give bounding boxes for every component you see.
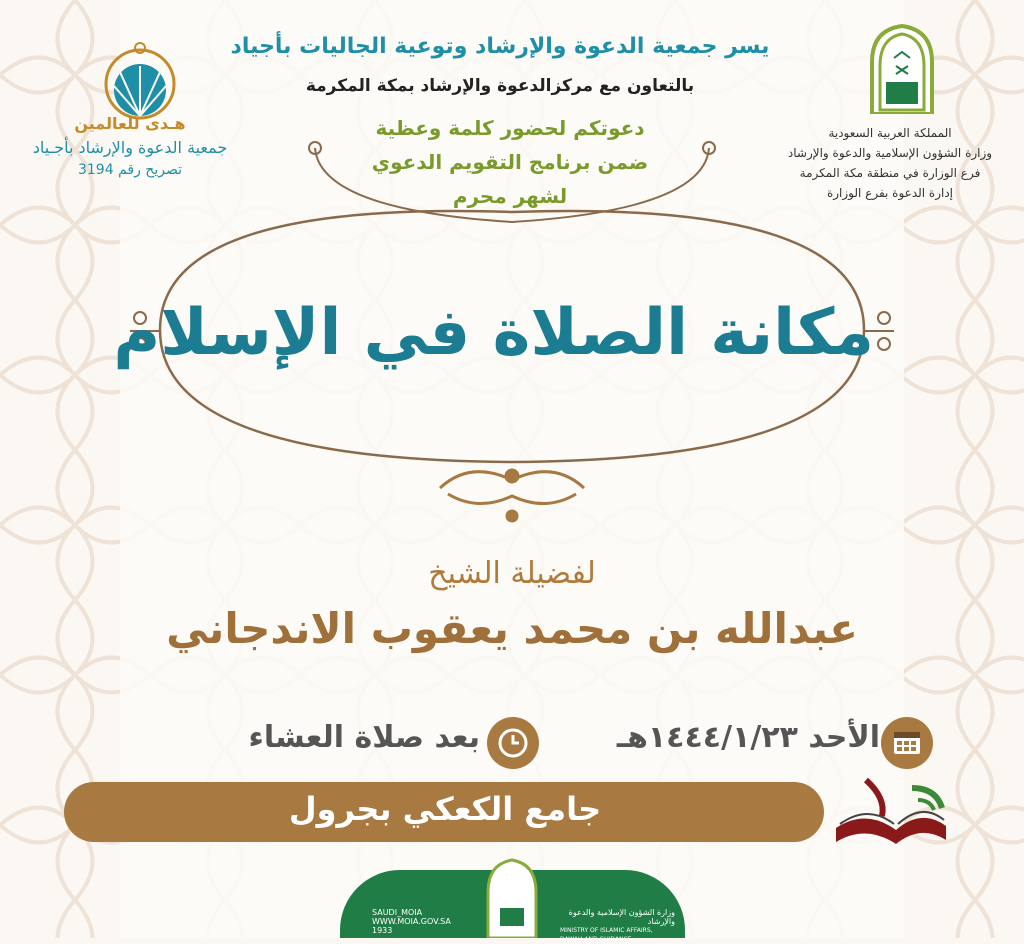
header-line-1: يسر جمعية الدعوة والإرشاد وتوعية الجاليات بأجياد	[230, 34, 770, 59]
logo-slogan: هـدى للعالمين	[74, 114, 186, 133]
lecture-title: مكانة الصلاة في الإسلام	[113, 296, 874, 370]
logo-permit: تصريح رقم 3194	[77, 162, 182, 178]
footer-year: 1933	[372, 926, 393, 935]
event-time: بعد صلاة العشاء	[248, 720, 480, 755]
clock-icon	[486, 716, 540, 770]
ministry-line-2: وزارة الشؤون الإسلامية والدعوة والإرشاد	[787, 146, 993, 160]
calendar-icon	[880, 716, 934, 770]
ministry-line-4: إدارة الدعوة بفرع الوزارة	[826, 186, 954, 200]
location-text: جامع الكعكي بجرول	[288, 790, 602, 828]
speaker-label: لفضيلة الشيخ	[428, 556, 596, 591]
open-book-icon	[826, 768, 956, 848]
footer-ministry-en: MINISTRY OF ISLAMIC AFFAIRS, DAWAH AND GUIDANCE	[560, 927, 653, 943]
footer-emblem-icon	[482, 858, 542, 938]
invitation-line-1: دعوتكم لحضور كلمة وعظية	[375, 116, 645, 140]
speaker-name: عبدالله بن محمد يعقوب الاندجاني	[166, 604, 858, 653]
footer-contacts	[372, 908, 472, 935]
footer-ministry	[560, 908, 675, 944]
ministry-emblem-icon	[862, 22, 942, 114]
ministry-line-3: فرع الوزارة في منطقة مكة المكرمة	[799, 166, 981, 180]
footer-ministry-ar: وزارة الشؤون الإسلامية والدعوة والإرشاد	[568, 908, 675, 926]
sun-logo-icon	[100, 40, 180, 120]
footer-handle: SAUDI_MOIA	[372, 908, 423, 917]
header-line-2: بالتعاون مع مركزالدعوة والإرشاد بمكة المكرمة	[305, 76, 695, 96]
event-date: الأحد ١٤٤٤/١/٢٣هـ	[616, 720, 880, 755]
logo-org-name: جمعية الدعوة والإرشاد بأجـياد	[32, 138, 228, 157]
ministry-line-1: المملكة العربية السعودية	[828, 126, 952, 140]
invitation-line-2: ضمن برنامج التقويم الدعوي	[371, 150, 649, 174]
footer-site: WWW.MOIA.GOV.SA	[372, 917, 451, 926]
invitation-line-3: لشهر محرم	[452, 184, 568, 208]
